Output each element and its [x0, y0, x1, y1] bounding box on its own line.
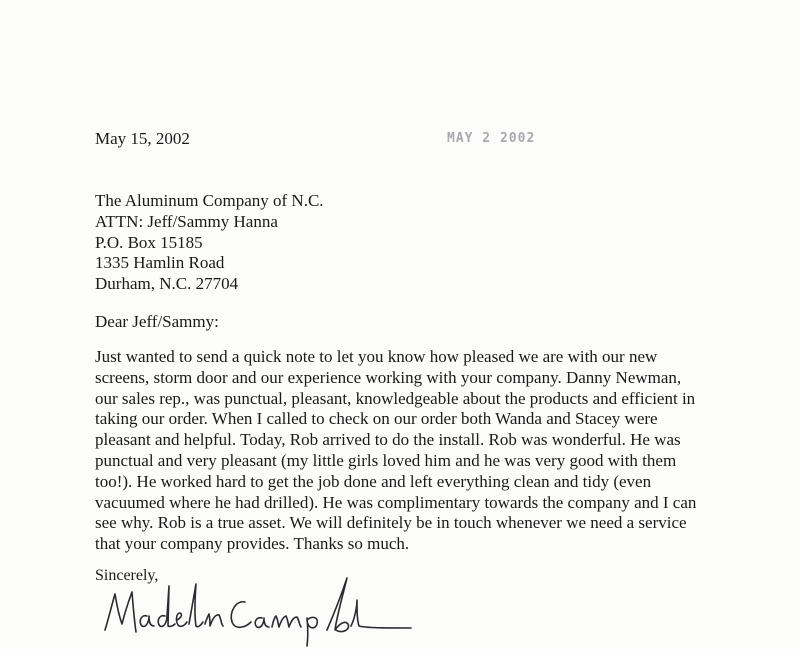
address-line: 1335 Hamlin Road	[95, 253, 225, 273]
salutation: Dear Jeff/Sammy:	[95, 312, 219, 331]
closing: Sincerely,	[95, 567, 159, 584]
letter-body	[95, 347, 785, 555]
letter-date: May 15, 2002	[95, 129, 190, 148]
body-line: that your company provides. Thanks so much.	[95, 534, 410, 554]
body-line: see why. Rob is a true asset. We will definitely be in touch whenever we need a service	[95, 513, 687, 533]
address-line: The Aluminum Company of N.C.	[95, 191, 324, 210]
body-line: too!). He worked hard to get the job done and left everything clean and tidy (even	[95, 471, 652, 491]
recipient-address	[95, 191, 324, 295]
body-line: Just wanted to send a quick note to let you know how pleased we are with our new	[95, 347, 658, 366]
body-line: screens, storm door and our experience working with your company. Danny Newman,	[95, 367, 682, 387]
address-line: Durham, N.C. 27704	[95, 274, 239, 294]
body-line: punctual and very pleasant (my little girls loved him and he was very good with them	[95, 450, 677, 470]
handwritten-signature	[95, 572, 425, 649]
body-line: our sales rep., was punctual, pleasant, knowledgeable about the products and efficient in	[95, 388, 696, 408]
body-line: pleasant and helpful. Today, Rob arrived to do the install. Rob was wonderful. He was	[95, 430, 681, 450]
received-date-stamp: MAY 2 2002	[447, 131, 536, 146]
address-line: P.O. Box 15185	[95, 232, 203, 252]
body-line: vacuumed where he had drilled). He was complimentary towards the company and I can	[95, 492, 697, 512]
body-line: taking our order. When I called to check on our order both Wanda and Stacey were	[95, 409, 658, 429]
address-line: ATTN: Jeff/Sammy Hanna	[95, 211, 278, 231]
